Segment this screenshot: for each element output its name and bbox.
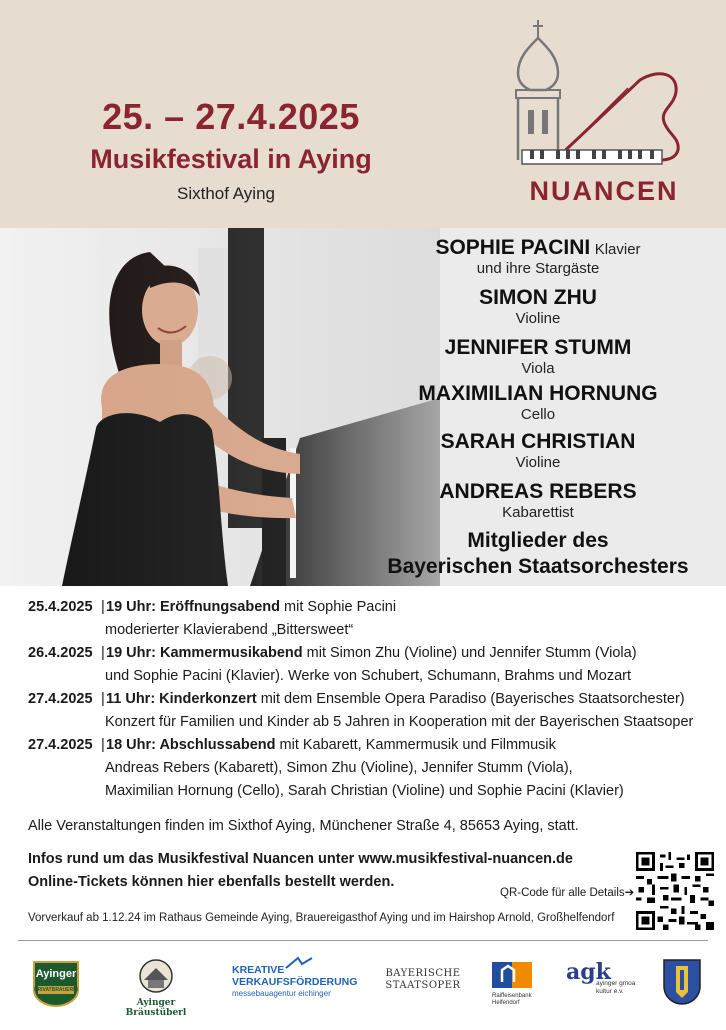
event-desc: mit Kabarett, Kammermusik und Filmmusik <box>275 737 556 753</box>
ayinger-subtitle: PRIVATBRAUEREI <box>34 987 78 993</box>
artist-item <box>350 382 726 423</box>
program-event <box>28 642 708 688</box>
event-date: 26.4.2025 <box>28 645 93 661</box>
braeustueberl-logo <box>106 958 206 1018</box>
kreative-swoosh-icon <box>284 956 314 970</box>
artist-name: ANDREAS REBERS <box>439 480 637 503</box>
program-event <box>28 596 708 642</box>
orchestra-line: Bayerischen Staatsorchesters <box>387 555 689 578</box>
program-event <box>28 734 708 803</box>
artist-name: JENNIFER STUMM <box>444 336 632 359</box>
event-time-title: 19 Uhr: Eröffnungsabend <box>106 599 281 615</box>
raiffeisen-logo <box>492 962 536 1014</box>
event-time-title: 11 Uhr: Kinderkonzert <box>106 691 257 707</box>
artist-item <box>350 480 726 521</box>
event-detail: Andreas Rebers (Kabarett), Simon Zhu (Violine), Jennifer Stumm (Viola), <box>105 760 573 776</box>
header-band <box>0 0 726 228</box>
artist-name: SARAH CHRISTIAN <box>440 430 636 453</box>
presale-note: Vorverkauf ab 1.12.24 im Rathaus Gemeinde Aying, Brauereigasthof Aying und im Hairshop Arnold, Großhelfendorf <box>28 912 615 924</box>
braeustueberl-wordmark: Ayinger Bräustüberl <box>125 998 187 1018</box>
artist-item <box>350 286 726 327</box>
artist-item <box>350 430 726 471</box>
qr-label: QR-Code für alle Details➔ <box>500 887 635 899</box>
artist-name: SOPHIE PACINI <box>435 236 591 259</box>
artist-name: MAXIMILIAN HORNUNG <box>418 382 658 405</box>
event-date: 25.4.2025 <box>28 599 93 615</box>
artist-name: SIMON ZHU <box>479 286 597 309</box>
kreative-line2: VERKAUFSFÖRDERUNG <box>232 976 358 988</box>
kreative-logo <box>232 964 362 1014</box>
event-detail: Konzert für Familien und Kinder ab 5 Jahren in Kooperation mit der Bayerischen Staatsoper <box>105 714 694 730</box>
program-event <box>28 688 708 734</box>
event-date: 27.4.2025 <box>28 737 93 753</box>
staatsoper-line1: BAYERISCHE <box>385 968 461 979</box>
artist-role: und ihre Stargäste <box>476 260 600 277</box>
coat-of-arms-icon <box>662 958 702 1006</box>
ayinger-logo <box>30 956 82 1008</box>
agk-subtitle-1: ayinger gmoa <box>596 980 636 987</box>
braeustueberl-emblem-icon <box>106 958 206 994</box>
info-website: Infos rund um das Musikfestival Nuancen unter www.musikfestival-nuancen.de <box>28 851 573 867</box>
event-time-title: 19 Uhr: Kammermusikabend <box>106 645 303 661</box>
festival-venue: Sixthof Aying <box>177 184 275 203</box>
event-separator: | <box>101 645 105 661</box>
raiffeisen-line1: Raiffeisenbank <box>492 993 532 999</box>
kreative-line1: KREATIVE <box>232 964 285 976</box>
raiffeisen-line2: Helfendorf <box>492 1000 520 1006</box>
artist-item <box>350 336 726 377</box>
nuancen-logo <box>500 18 710 213</box>
artist-role: Cello <box>520 406 556 423</box>
staatsoper-line2: STAATSOPER <box>385 980 461 991</box>
raiffeisen-emblem-icon <box>492 962 532 988</box>
info-tickets: Online-Tickets können hier ebenfalls bestellt werden. <box>28 874 395 890</box>
event-separator: | <box>101 737 105 753</box>
artist-role: Violine <box>515 454 561 471</box>
event-detail: Maximilian Hornung (Cello), Sarah Christian (Violine) und Sophie Pacini (Klavier) <box>105 783 624 799</box>
event-desc: mit dem Ensemble Opera Paradiso (Bayerisches Staatsorchester) <box>256 691 685 707</box>
logo-graphic <box>500 18 710 178</box>
event-time-title: 18 Uhr: Abschlussabend <box>106 737 276 753</box>
artist-instrument: Klavier <box>594 241 641 258</box>
event-detail: und Sophie Pacini (Klavier). Werke von Schubert, Schumann, Brahms und Mozart <box>105 668 632 684</box>
kreative-line3: messebauagentur eichinger <box>232 989 331 998</box>
agk-logo <box>566 960 636 1014</box>
agk-wordmark: agk <box>566 959 611 985</box>
program-list <box>28 596 708 803</box>
event-desc: mit Simon Zhu (Violine) und Jennifer Stumm (Viola) <box>302 645 637 661</box>
event-separator: | <box>101 691 105 707</box>
ayinger-badge-icon <box>30 956 82 1008</box>
event-desc: mit Sophie Pacini <box>280 599 397 615</box>
sponsor-bar <box>0 948 726 1030</box>
logo-wordmark: NUANCEN <box>529 176 679 206</box>
qr-code[interactable] <box>636 852 714 930</box>
venue-note: Alle Veranstaltungen finden im Sixthof Aying, Münchener Straße 4, 85653 Aying, statt. <box>28 818 579 834</box>
footer-divider <box>18 940 708 941</box>
event-date: 27.4.2025 <box>28 691 93 707</box>
staatsoper-logo <box>382 968 464 998</box>
artist-item <box>350 236 726 277</box>
orchestra-line: Mitglieder des <box>467 529 609 552</box>
festival-title: Musikfestival in Aying <box>90 144 372 174</box>
artist-role: Violine <box>515 310 561 327</box>
event-detail: moderierter Klavierabend „Bittersweet“ <box>105 622 354 638</box>
festival-date: 25. – 27.4.2025 <box>102 96 360 137</box>
artist-role: Viola <box>521 360 555 377</box>
artist-role: Kabarettist <box>502 504 574 521</box>
agk-subtitle-2: kultur e.v. <box>596 988 624 995</box>
ayinger-wordmark: Ayinger <box>35 968 77 980</box>
orchestra-note <box>350 528 726 580</box>
event-separator: | <box>101 599 105 615</box>
aying-coat-of-arms <box>662 958 702 1008</box>
